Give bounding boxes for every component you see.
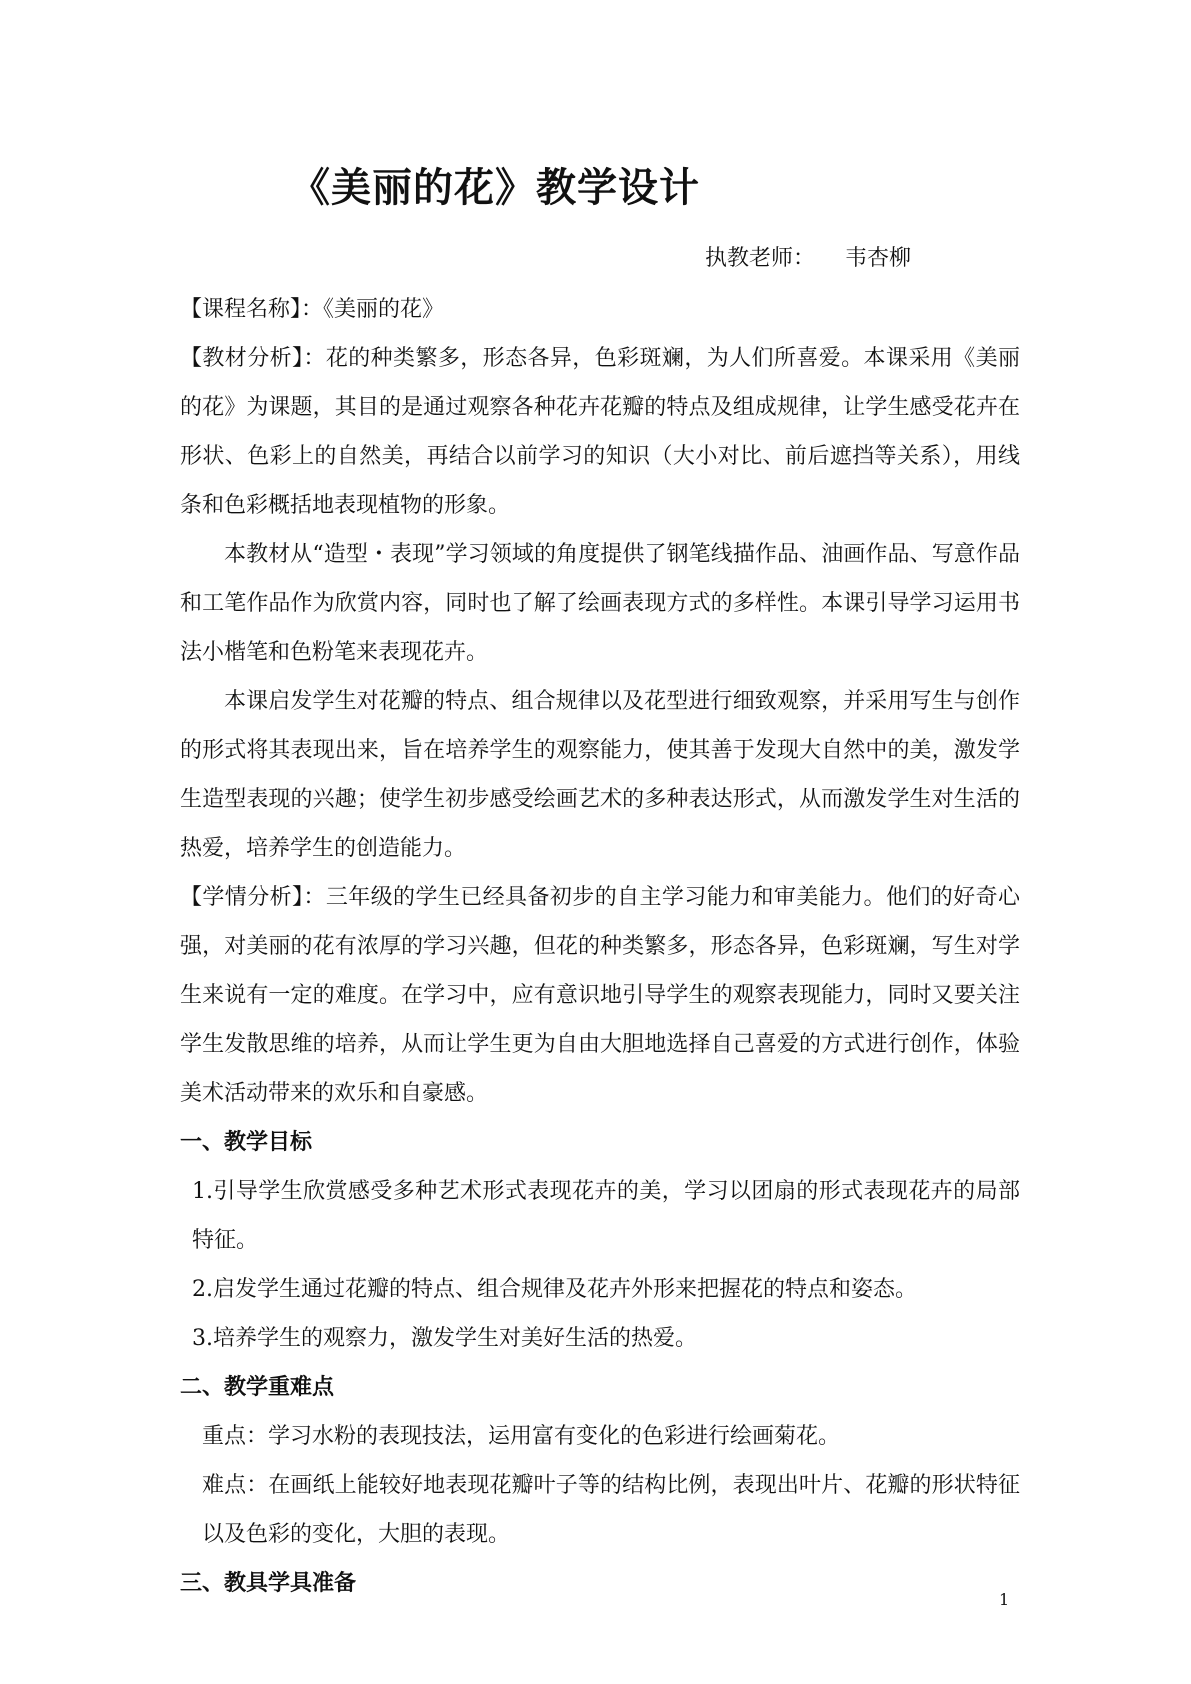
- section-heading-objectives: 一、教学目标: [180, 1130, 313, 1155]
- section-heading-key-points: 二、教学重难点: [180, 1375, 335, 1400]
- material-paragraph-2: 本教材从“造型・表现”学习领域的角度提供了钢笔线描作品、油画作品、写意作品和工笔作品作为欣赏内容，同时也了解了绘画表现方式的多样性。本课引导学习运用书法小楷笔和色粉笔来表现花卉。: [180, 542, 1020, 665]
- learner-analysis-paragraph: [180, 873, 1020, 1118]
- objective-item: 1.引导学生欣赏感受多种艺术形式表现花卉的美，学习以团扇的形式表现花卉的局部特征。: [192, 1179, 1020, 1253]
- objective-item: 2.启发学生通过花瓣的特点、组合规律及花卉外形来把握花的特点和姿态。: [192, 1277, 917, 1302]
- section-heading-materials: 三、教具学具准备: [180, 1571, 357, 1596]
- material-analysis-text: 花的种类繁多，形态各异，色彩斑斓，为人们所喜爱。本课采用《美丽的花》为课题，其目的是通过观察各种花卉花瓣的特点及组成规律，让学生感受花卉在形状、色彩上的自然美，再结合以前学习的知识（大小对比、前后遮挡等关系），用线条和色彩概括地表现植物的形象。: [180, 346, 1020, 518]
- key-point: 重点：学习水粉的表现技法，运用富有变化的色彩进行绘画菊花。: [202, 1424, 841, 1449]
- material-analysis-label: 【教材分析】：: [180, 346, 326, 371]
- objective-item: 3.培养学生的观察力，激发学生对美好生活的热爱。: [192, 1326, 697, 1351]
- difficulty-point: 难点：在画纸上能较好地表现花瓣叶子等的结构比例，表现出叶片、花瓣的形状特征以及色彩的变化，大胆的表现。: [202, 1473, 1020, 1547]
- material-paragraph-3: 本课启发学生对花瓣的特点、组合规律以及花型进行细致观察，并采用写生与创作的形式将其表现出来，旨在培养学生的观察能力，使其善于发现大自然中的美，激发学生造型表现的兴趣；使学生初步感受绘画艺术的多种表达形式，从而激发学生对生活的热爱，培养学生的创造能力。: [180, 689, 1020, 861]
- page-number: 1: [999, 1590, 1010, 1609]
- material-analysis-paragraph: [180, 334, 1020, 530]
- teacher-line: [705, 243, 911, 275]
- learner-analysis-text: 三年级的学生已经具备初步的自主学习能力和审美能力。他们的好奇心强，对美丽的花有浓厚的学习兴趣，但花的种类繁多，形态各异，色彩斑斓，写生对学生来说有一定的难度。在学习中，应有意识地引导学生的观察表现能力，同时又要关注学生发散思维的培养，从而让学生更为自由大胆地选择自己喜爱的方式进行创作，体验美术活动带来的欢乐和自豪感。: [180, 885, 1020, 1106]
- document-body: [180, 285, 1020, 1608]
- course-value: 《美丽的花》: [323, 297, 445, 322]
- teacher-name: 韦杏柳: [845, 246, 912, 271]
- document-title: 《美丽的花》教学设计: [290, 165, 700, 211]
- teacher-label: 执教老师：: [705, 246, 816, 271]
- course-label: 【课程名称】：: [180, 297, 324, 322]
- learner-analysis-label: 【学情分析】：: [180, 885, 326, 910]
- course-line: [180, 285, 1020, 334]
